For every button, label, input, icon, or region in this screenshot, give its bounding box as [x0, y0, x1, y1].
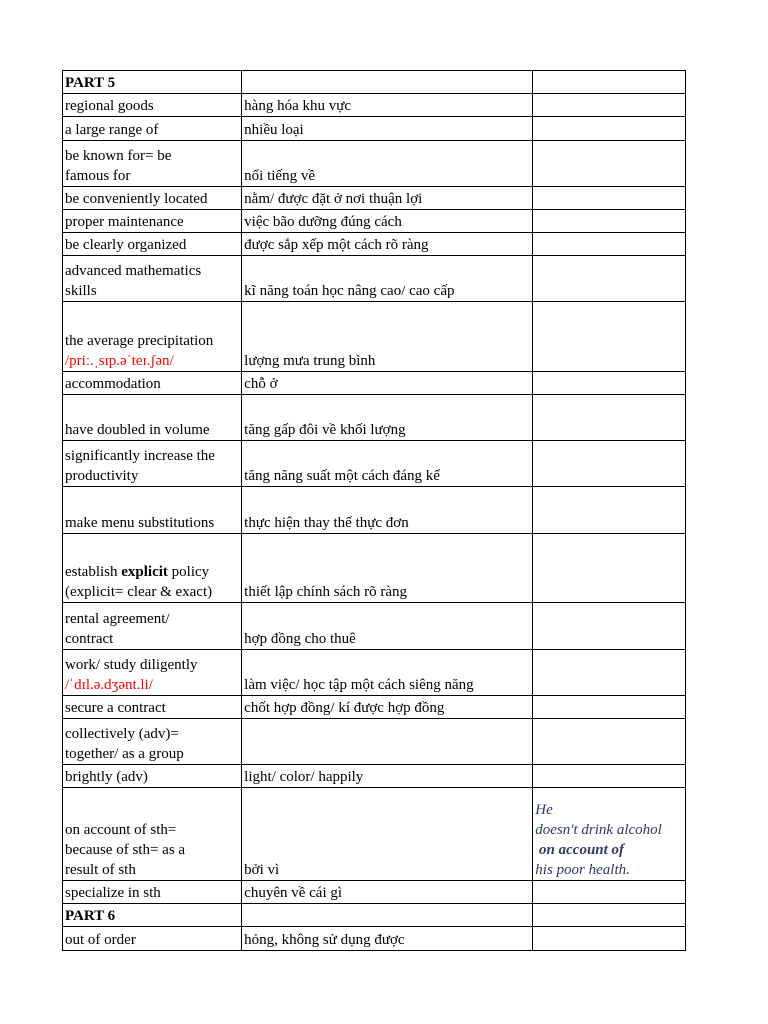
note-cell	[533, 534, 686, 603]
term-cell: secure a contract	[63, 696, 242, 719]
meaning-cell: chuyên về cái gì	[242, 881, 533, 904]
term-line: (explicit= clear & exact)	[65, 584, 213, 600]
term-line: collectively (adv)=	[65, 726, 179, 742]
table-row	[63, 650, 686, 696]
table-row	[63, 696, 686, 719]
table-row	[63, 141, 686, 187]
meaning-cell: light/ color/ happily	[242, 765, 533, 788]
note-cell	[533, 94, 686, 117]
note-cell	[533, 210, 686, 233]
term-cell	[63, 650, 242, 696]
section-heading: PART 6	[63, 904, 242, 927]
term-cell	[63, 719, 242, 765]
note-cell	[533, 141, 686, 187]
table-row	[63, 395, 686, 441]
meaning-cell	[242, 71, 533, 94]
meaning-cell: việc bão dưỡng đúng cách	[242, 210, 533, 233]
term-cell: out of order	[63, 927, 242, 951]
term-cell: be conveniently located	[63, 187, 242, 210]
term-cell: make menu substitutions	[63, 487, 242, 534]
table-row	[63, 927, 686, 951]
table-row	[63, 117, 686, 141]
note-cell	[533, 372, 686, 395]
table-row	[63, 441, 686, 487]
table-row	[63, 233, 686, 256]
meaning-cell: được sắp xếp một cách rõ ràng	[242, 233, 533, 256]
table-row	[63, 881, 686, 904]
table-row	[63, 603, 686, 650]
meaning-cell: thiết lập chính sách rõ ràng	[242, 534, 533, 603]
term-line: significantly increase the	[65, 448, 215, 464]
meaning-cell: hàng hóa khu vực	[242, 94, 533, 117]
term-line: be known for= be	[65, 148, 172, 164]
note-cell	[533, 187, 686, 210]
table-row	[63, 256, 686, 302]
note-cell	[533, 765, 686, 788]
term-line: work/ study diligently	[65, 657, 198, 673]
meaning-cell: nổi tiếng về	[242, 141, 533, 187]
term-cell: brightly (adv)	[63, 765, 242, 788]
meaning-cell: làm việc/ học tập một cách siêng năng	[242, 650, 533, 696]
meaning-cell: chốt hợp đồng/ kí được hợp đồng	[242, 696, 533, 719]
term-cell: a large range of	[63, 117, 242, 141]
term-line: skills	[65, 283, 97, 299]
term-cell: specialize in sth	[63, 881, 242, 904]
example-keyword: on account of	[535, 842, 625, 858]
note-cell	[533, 603, 686, 650]
note-cell	[533, 719, 686, 765]
table-row	[63, 302, 686, 372]
example-line: his poor health.	[535, 862, 630, 878]
meaning-cell: tăng gấp đôi về khối lượng	[242, 395, 533, 441]
term-cell	[63, 788, 242, 881]
table-row	[63, 534, 686, 603]
term-line: advanced mathematics	[65, 263, 202, 279]
term-cell: be clearly organized	[63, 233, 242, 256]
table-row	[63, 788, 686, 881]
term-line: rental agreement/	[65, 611, 170, 627]
note-cell	[533, 881, 686, 904]
note-cell	[533, 233, 686, 256]
example-note-cell	[533, 788, 686, 881]
example-line: doesn't drink alcohol	[535, 822, 662, 838]
meaning-cell: tăng năng suất một cách đáng kể	[242, 441, 533, 487]
note-cell	[533, 256, 686, 302]
table-row	[63, 765, 686, 788]
note-cell	[533, 927, 686, 951]
term-line: together/ as a group	[65, 746, 184, 762]
meaning-cell: nhiều loại	[242, 117, 533, 141]
table-row	[63, 187, 686, 210]
section-heading: PART 5	[63, 71, 242, 94]
note-cell	[533, 395, 686, 441]
note-cell	[533, 302, 686, 372]
ipa-pronunciation: /ˈdɪl.ə.dʒənt.li/	[65, 677, 153, 693]
table-row	[63, 71, 686, 94]
term-cell: accommodation	[63, 372, 242, 395]
meaning-cell: kĩ năng toán học nâng cao/ cao cấp	[242, 256, 533, 302]
term-line: contract	[65, 631, 114, 647]
table-row	[63, 210, 686, 233]
term-line: the average precipitation	[65, 333, 214, 349]
term-cell: proper maintenance	[63, 210, 242, 233]
term-cell	[63, 141, 242, 187]
note-cell	[533, 487, 686, 534]
term-line: on account of sth=	[65, 822, 177, 838]
table-row	[63, 719, 686, 765]
term-cell: regional goods	[63, 94, 242, 117]
note-cell	[533, 904, 686, 927]
term-line: result of sth	[65, 862, 136, 878]
term-cell	[63, 534, 242, 603]
meaning-cell: hỏng, không sử dụng được	[242, 927, 533, 951]
note-cell	[533, 117, 686, 141]
keyword: explicit	[121, 564, 168, 580]
table-row	[63, 487, 686, 534]
ipa-pronunciation: /priː.ˌsɪp.əˈteɪ.ʃən/	[65, 353, 174, 369]
note-cell	[533, 71, 686, 94]
term-text: policy	[167, 564, 210, 580]
table-row	[63, 904, 686, 927]
meaning-cell: chỗ ở	[242, 372, 533, 395]
meaning-cell	[242, 719, 533, 765]
term-text: establish	[65, 564, 122, 580]
term-line: famous for	[65, 168, 131, 184]
term-line: because of sth= as a	[65, 842, 186, 858]
term-cell: have doubled in volume	[63, 395, 242, 441]
meaning-cell: hợp đồng cho thuê	[242, 603, 533, 650]
meaning-cell: nằm/ được đặt ở nơi thuận lợi	[242, 187, 533, 210]
meaning-cell: thực hiện thay thế thực đơn	[242, 487, 533, 534]
table-row	[63, 372, 686, 395]
meaning-cell	[242, 904, 533, 927]
example-line: He	[535, 802, 553, 818]
meaning-cell: lượng mưa trung bình	[242, 302, 533, 372]
note-cell	[533, 650, 686, 696]
meaning-cell: bởi vì	[242, 788, 533, 881]
vocabulary-table	[62, 70, 686, 951]
term-cell	[63, 256, 242, 302]
table-row	[63, 94, 686, 117]
note-cell	[533, 441, 686, 487]
term-cell	[63, 441, 242, 487]
term-line: productivity	[65, 468, 139, 484]
note-cell	[533, 696, 686, 719]
term-cell	[63, 603, 242, 650]
term-cell	[63, 302, 242, 372]
